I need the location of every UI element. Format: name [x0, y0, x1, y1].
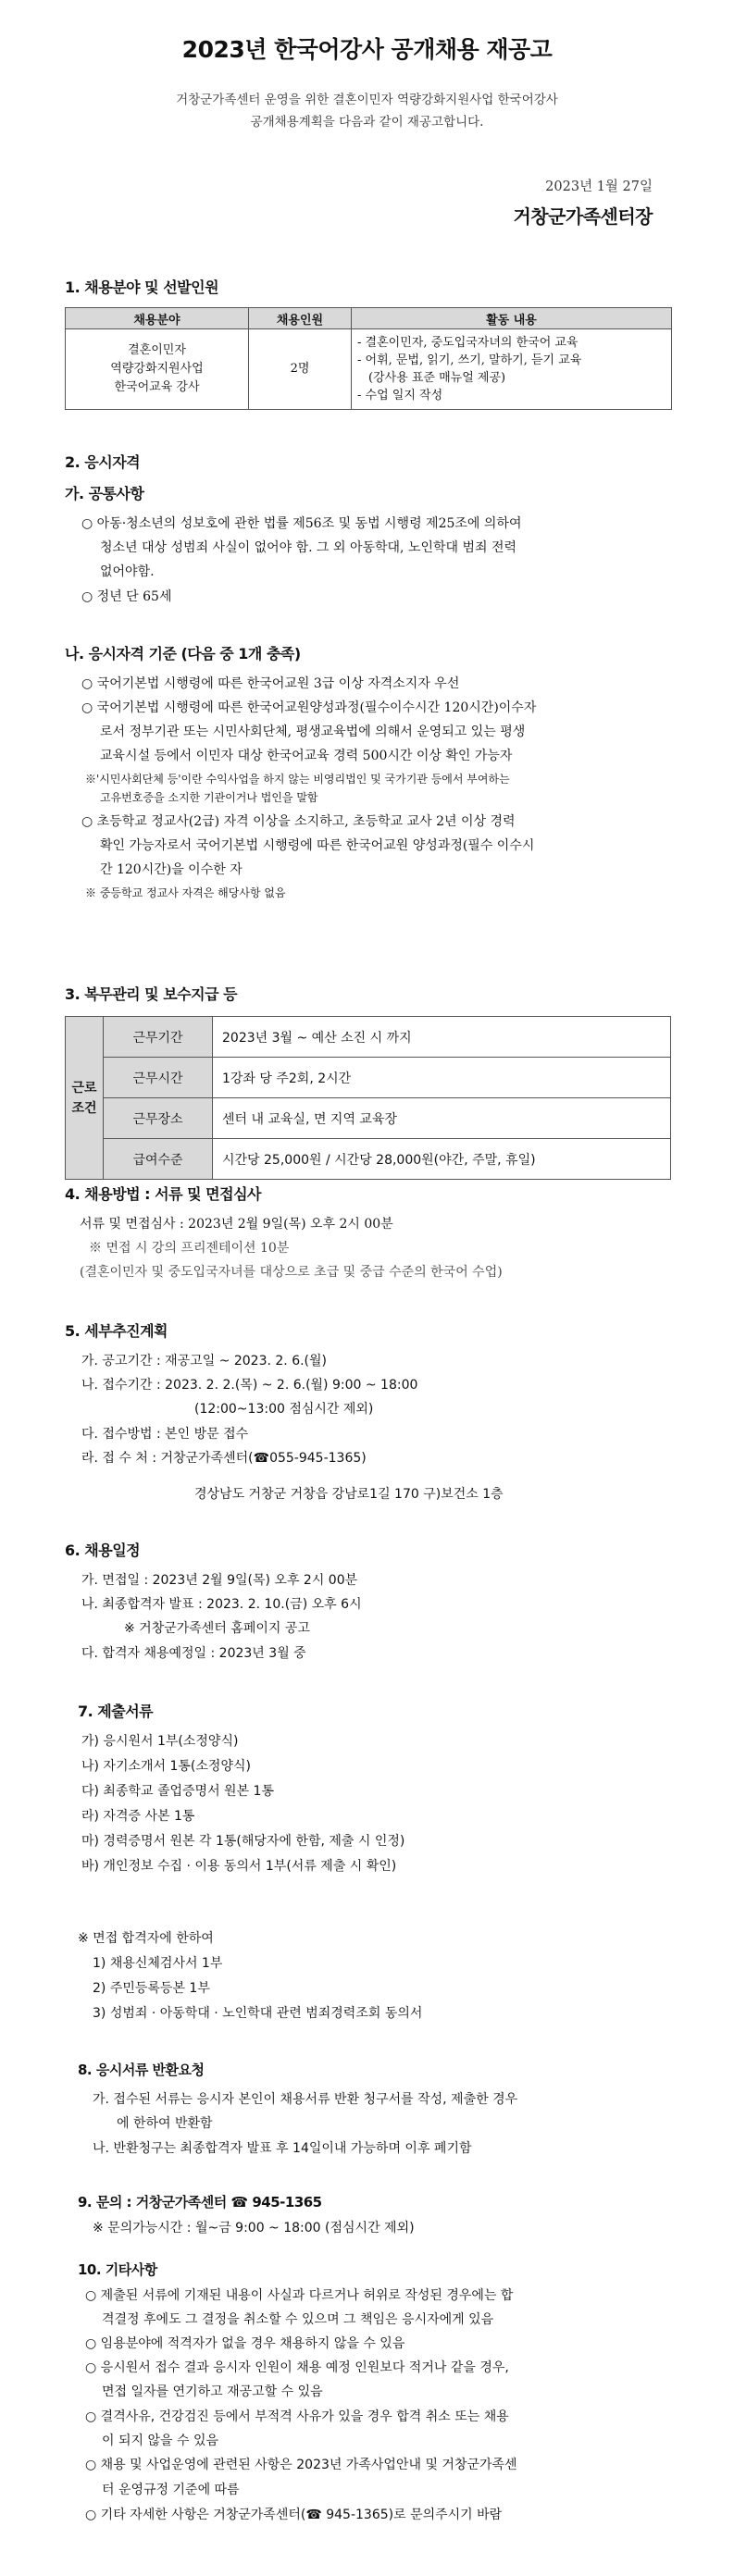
page-title: 2023년 한국어강사 공개채용 재공고 — [181, 36, 553, 63]
method-line: (결혼이민자 및 중도입국자녀를 대상으로 초급 및 중급 수준의 한국어 수업) — [80, 1265, 503, 1280]
working-conditions-table — [65, 1016, 671, 1180]
table-row — [66, 1058, 671, 1098]
misc-line: 면접 일자를 연기하고 재공고할 수 있음 — [102, 2384, 323, 2399]
section-9-heading: 9. 문의 : 거창군가족센터 ☎ 945-1365 — [78, 2194, 322, 2211]
interview-docs-heading: ※ 면접 합격자에 한하여 — [78, 1931, 214, 1946]
document-item: 마) 경력증명서 원본 각 1통(해당자에 한함, 제출 시 인정) — [81, 1834, 405, 1849]
misc-line: ○ 채용 및 사업운영에 관련된 사항은 2023년 가족사업안내 및 거창군가족센 — [85, 2458, 517, 2472]
plan-line: 경상남도 거창군 거창읍 강남로1길 170 구)보건소 1층 — [194, 1487, 504, 1502]
criteria-line: ○ 초등학교 정교사(2급) 자격 이상을 소지하고, 초등학교 교사 2년 이상 경력 — [81, 814, 516, 829]
column-header-activities: 활동 내용 — [352, 308, 672, 329]
group-label-line: 근로 — [71, 1080, 97, 1096]
column-header-count: 채용인원 — [249, 308, 352, 329]
schedule-line: 다. 합격자 채용예정일 : 2023년 3월 중 — [81, 1646, 306, 1661]
condition-value: 시간당 25,000원 / 시간당 28,000원(야간, 주말, 휴일) — [213, 1139, 671, 1180]
group-label-cell — [66, 1017, 104, 1180]
criteria-note: ※'시민사회단체 등'이란 수익사업을 하지 않는 비영리법인 및 국가기관 등에서 부여하는 — [85, 773, 510, 786]
field-line: 한국어교육 강사 — [114, 380, 200, 394]
table-row — [66, 1017, 671, 1058]
common-line: 없어야함. — [100, 564, 155, 579]
criteria-note: 고유번호증을 소지한 기관이거나 법인을 말함 — [100, 791, 318, 804]
criteria-line: 간 120시간)을 이수한 자 — [100, 862, 243, 877]
condition-value: 2023년 3월 ~ 예산 소진 시 까지 — [213, 1017, 671, 1058]
section-8-heading: 8. 응시서류 반환요청 — [78, 2062, 205, 2078]
common-line: ○ 정년 단 65세 — [81, 589, 172, 604]
misc-line: 터 운영규정 기준에 따름 — [102, 2483, 240, 2497]
criteria-line: ○ 국어기본법 시행령에 따른 한국어교원 3급 이상 자격소지자 우선 — [81, 676, 460, 691]
common-line: 청소년 대상 성범죄 사실이 없어야 함. 그 외 아동학대, 노인학대 범죄 전력 — [100, 540, 517, 555]
activities-cell — [352, 329, 672, 410]
common-line: ○ 아동·청소년의 성보호에 관한 법률 제56조 및 동법 시행령 제25조에 의하여 — [81, 516, 522, 531]
announcement-date: 2023년 1월 27일 — [545, 180, 653, 194]
inquiry-hours: ※ 문의가능시간 : 월~금 9:00 ~ 18:00 (점심시간 제외) — [93, 2221, 415, 2235]
recruitment-table — [65, 307, 672, 410]
section-4-heading: 4. 채용방법 : 서류 및 면접심사 — [65, 1185, 261, 1203]
table-row — [66, 329, 672, 410]
misc-line: ○ 제출된 서류에 기재된 내용이 사실과 다르거나 허위로 작성된 경우에는 합 — [85, 2288, 514, 2303]
section-2-heading: 2. 응시자격 — [65, 453, 141, 471]
misc-line: ○ 결격사유, 건강검진 등에서 부적격 사유가 있을 경우 합격 취소 또는 채용 — [85, 2409, 509, 2424]
field-line: 역량강화지원사업 — [110, 362, 204, 376]
section-6-heading: 6. 채용일정 — [65, 1542, 141, 1559]
section-7-heading: 7. 제출서류 — [78, 1703, 154, 1720]
misc-line: 격결정 후에도 그 결정을 취소할 수 있으며 그 책임은 응시자에게 있음 — [102, 2312, 494, 2327]
section-10-heading: 10. 기타사항 — [78, 2261, 157, 2278]
criteria-line: 확인 가능자로서 국어기본법 시행령에 따른 한국어교원 양성과정(필수 이수시 — [100, 838, 535, 853]
section-3-heading: 3. 복무관리 및 보수지급 등 — [65, 985, 238, 1003]
condition-value: 센터 내 교육실, 면 지역 교육장 — [213, 1098, 671, 1139]
criteria-line: ○ 국어기본법 시행령에 따른 한국어교원양성과정(필수이수시간 120시간)이수자 — [81, 700, 537, 715]
activity-line: - 어휘, 문법, 읽기, 쓰기, 말하기, 듣기 교육 — [357, 353, 582, 367]
schedule-note: ※ 거창군가족센터 홈페이지 공고 — [124, 1621, 310, 1636]
misc-line: ○ 임용분야에 적격자가 없을 경우 채용하지 않을 수 있음 — [85, 2336, 405, 2351]
return-line: 가. 접수된 서류는 응시자 본인이 채용서류 반환 청구서를 작성, 제출한 경우 — [93, 2092, 518, 2107]
condition-value: 1강좌 당 주2회, 2시간 — [213, 1058, 671, 1098]
return-line: 에 한하여 반환함 — [117, 2116, 213, 2131]
schedule-line: 가. 면접일 : 2023년 2월 9일(목) 오후 2시 00분 — [81, 1573, 358, 1588]
table-row — [66, 1098, 671, 1139]
count-cell: 2명 — [249, 329, 352, 410]
section-2-sub-b: 나. 응시자격 기준 (다음 중 1개 충족) — [65, 645, 301, 663]
document-item: 다) 최종학교 졸업증명서 원본 1통 — [81, 1784, 274, 1799]
intro-line-2: 공개채용계획을 다음과 같이 재공고합니다. — [250, 115, 484, 130]
plan-line: 나. 접수기간 : 2023. 2. 2.(목) ~ 2. 6.(월) 9:00 ~ 18:00 — [81, 1378, 418, 1393]
column-header-field: 채용분야 — [66, 308, 249, 329]
document-item: 나) 자기소개서 1통(소정양식) — [81, 1759, 251, 1774]
table-row — [66, 1139, 671, 1180]
criteria-note: ※ 중등학교 정교사 자격은 해당사항 없음 — [85, 886, 286, 899]
condition-label: 근무기간 — [104, 1017, 213, 1058]
plan-line: 다. 접수방법 : 본인 방문 접수 — [81, 1427, 249, 1442]
document-item: 라) 자격증 사본 1통 — [81, 1809, 195, 1824]
organization-name: 거창군가족센터장 — [513, 205, 653, 228]
plan-line: 라. 접 수 처 : 거창군가족센터(☎055-945-1365) — [81, 1451, 367, 1466]
section-1-heading: 1. 채용분야 및 선발인원 — [65, 279, 219, 296]
document-item: 가) 응시원서 1부(소정양식) — [81, 1734, 239, 1749]
activity-line: - 수업 일지 작성 — [357, 389, 443, 402]
interview-doc-item: 1) 채용신체검사서 1부 — [93, 1956, 223, 1971]
condition-label: 근무장소 — [104, 1098, 213, 1139]
method-note: ※ 면접 시 강의 프리젠테이션 10분 — [89, 1241, 290, 1256]
plan-line: (12:00~13:00 점심시간 제외) — [194, 1402, 374, 1417]
plan-line: 가. 공고기간 : 재공고일 ~ 2023. 2. 6.(월) — [81, 1354, 328, 1368]
method-line: 서류 및 면접심사 : 2023년 2월 9일(목) 오후 2시 00분 — [80, 1217, 393, 1232]
section-5-heading: 5. 세부추진계획 — [65, 1322, 168, 1340]
document-item: 바) 개인정보 수집 · 이용 동의서 1부(서류 제출 시 확인) — [81, 1859, 397, 1874]
schedule-line: 나. 최종합격자 발표 : 2023. 2. 10.(금) 오후 6시 — [81, 1597, 362, 1612]
activity-line: - 결혼이민자, 중도입국자녀의 한국어 교육 — [357, 336, 578, 350]
criteria-line: 로서 정부기관 또는 시민사회단체, 평생교육법에 의해서 운영되고 있는 평생 — [100, 724, 526, 739]
condition-label: 급여수준 — [104, 1139, 213, 1180]
criteria-line: 교육시설 등에서 이민자 대상 한국어교육 경력 500시간 이상 확인 가능자 — [100, 749, 513, 763]
interview-doc-item: 2) 주민등록등본 1부 — [93, 1981, 210, 1996]
field-line: 결혼이민자 — [128, 343, 186, 357]
interview-doc-item: 3) 성범죄 · 아동학대 · 노인학대 관련 범죄경력조회 동의서 — [93, 2006, 423, 2021]
misc-line: 이 되지 않을 수 있음 — [102, 2434, 218, 2448]
section-2-sub-a: 가. 공통사항 — [65, 485, 144, 502]
group-label-line: 조건 — [71, 1100, 97, 1116]
intro-line-1: 거창군가족센터 운영을 위한 결혼이민자 역량강화지원사업 한국어강사 — [176, 93, 558, 107]
misc-line: ○ 기타 자세한 사항은 거창군가족센터(☎ 945-1365)로 문의주시기 바람 — [85, 2508, 503, 2522]
condition-label: 근무시간 — [104, 1058, 213, 1098]
misc-line: ○ 응시원서 접수 결과 응시자 인원이 채용 예정 인원보다 적거나 같을 경우, — [85, 2360, 509, 2375]
return-line: 나. 반환청구는 최종합격자 발표 후 14일이내 가능하며 이후 폐기함 — [93, 2141, 472, 2156]
activity-line: (강사용 표준 매뉴얼 제공) — [368, 371, 506, 385]
field-cell — [66, 329, 249, 410]
